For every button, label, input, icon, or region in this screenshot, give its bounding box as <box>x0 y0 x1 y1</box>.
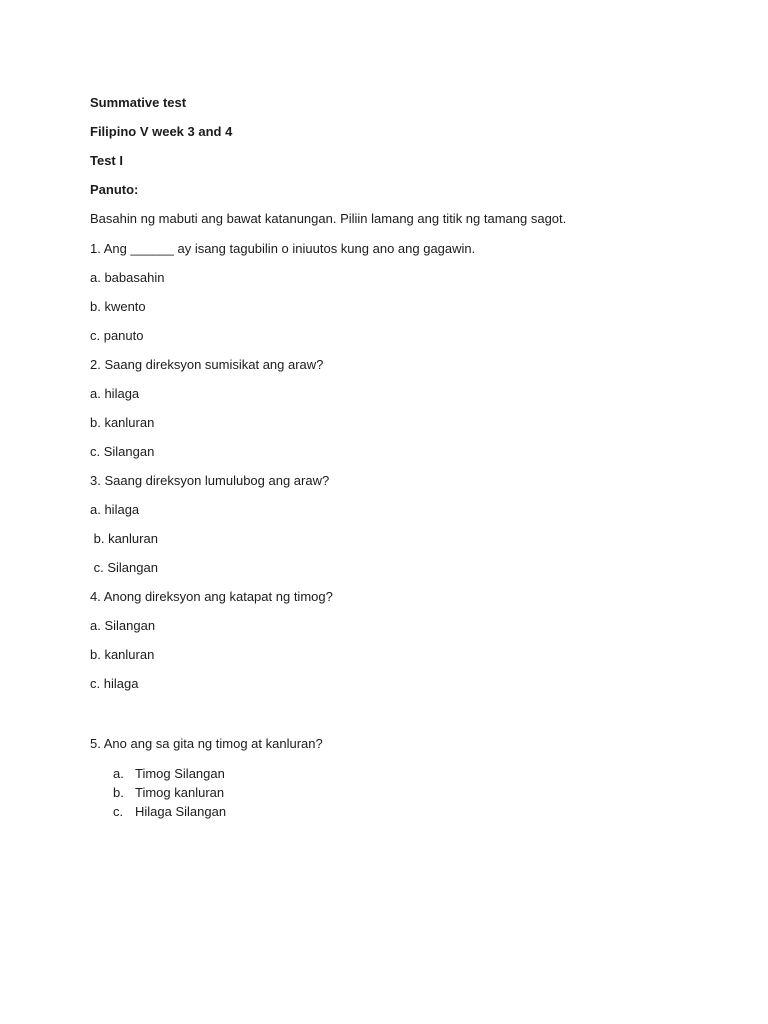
document-subtitle: Filipino V week 3 and 4 <box>90 124 233 139</box>
choice-4b: b. kanluran <box>90 647 155 662</box>
list-marker: a. <box>113 766 124 781</box>
question-3: 3. Saang direksyon lumulubog ang araw? <box>90 473 330 488</box>
document-title: Summative test <box>90 95 187 110</box>
choice-2c: c. Silangan <box>90 444 155 459</box>
question-1: 1. Ang ______ ay isang tagubilin o iniuutos kung ano ang gagawin. <box>90 241 476 256</box>
instructions-text: Basahin ng mabuti ang bawat katanungan. Piliin lamang ang titik ng tamang sagot. <box>90 211 567 226</box>
choice-5c: Hilaga Silangan <box>135 804 227 819</box>
choice-4c: c. hilaga <box>90 676 139 691</box>
question-2: 2. Saang direksyon sumisikat ang araw? <box>90 357 324 372</box>
test-label: Test I <box>90 153 123 168</box>
panuto-label: Panuto: <box>90 182 139 197</box>
choice-3c: c. Silangan <box>90 560 158 575</box>
choice-1c: c. panuto <box>90 328 144 343</box>
list-marker: b. <box>113 785 124 800</box>
choice-2a: a. hilaga <box>90 386 140 401</box>
choice-1b: b. kwento <box>90 299 146 314</box>
choice-2b: b. kanluran <box>90 415 155 430</box>
list-marker: c. <box>113 804 124 819</box>
question-5: 5. Ano ang sa gita ng timog at kanluran? <box>90 736 323 751</box>
choice-4a: a. Silangan <box>90 618 156 633</box>
choice-3b: b. kanluran <box>90 531 158 546</box>
choice-1a: a. babasahin <box>90 270 165 285</box>
choice-3a: a. hilaga <box>90 502 140 517</box>
question-4: 4. Anong direksyon ang katapat ng timog? <box>90 589 333 604</box>
choice-5a: Timog Silangan <box>135 766 225 781</box>
choice-5b: Timog kanluran <box>135 785 225 800</box>
